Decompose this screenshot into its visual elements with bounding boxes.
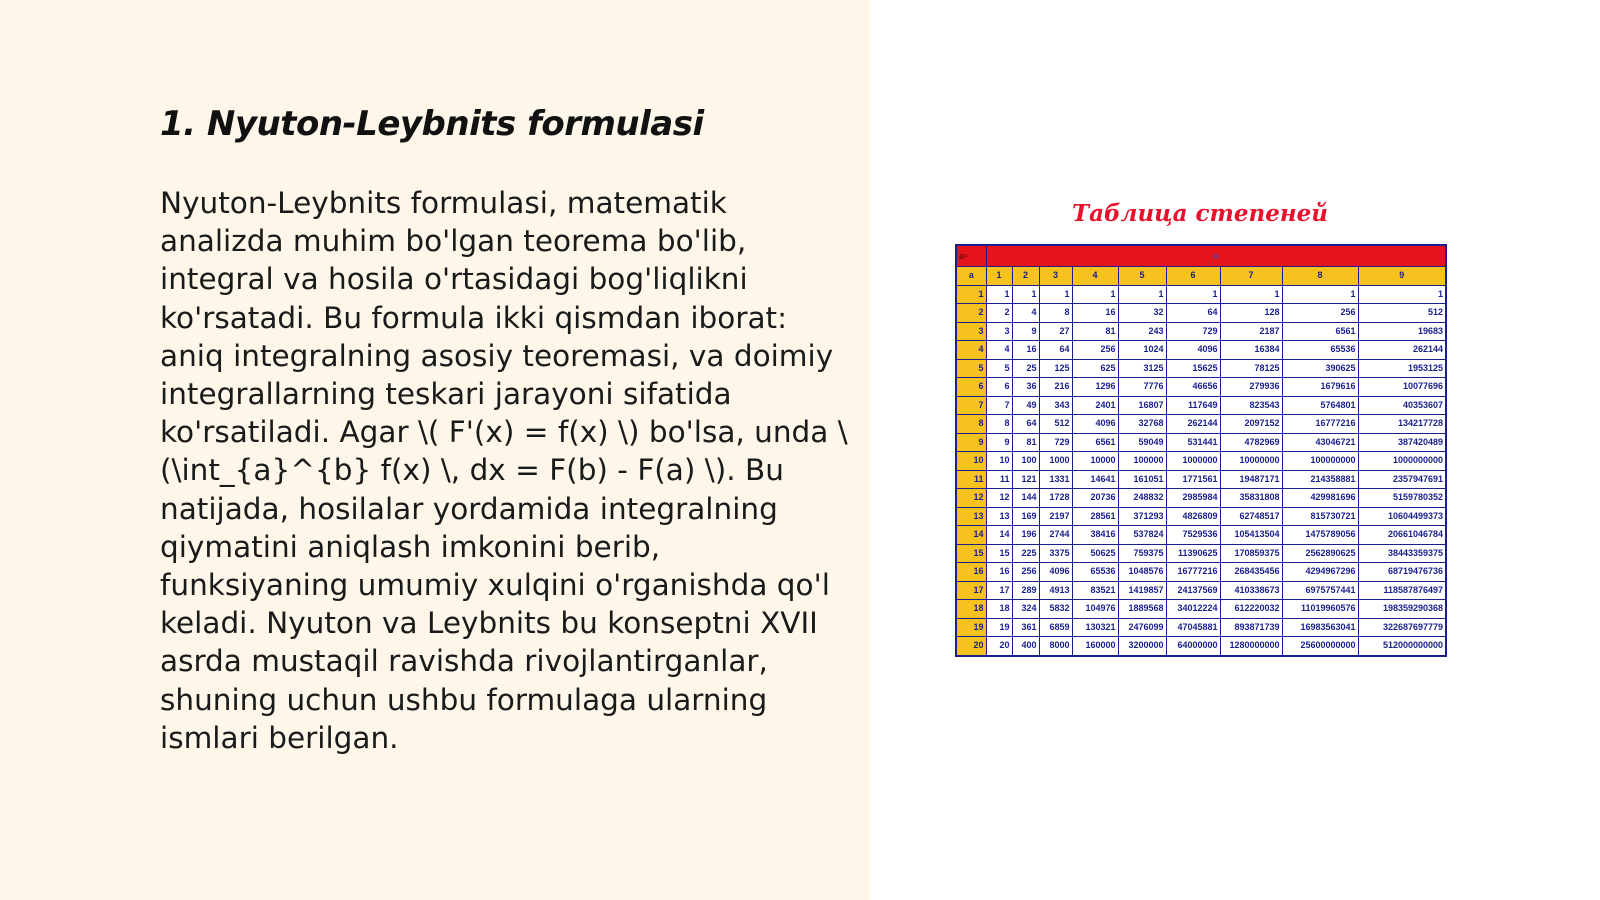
power-value-cell: 64000000: [1166, 637, 1220, 656]
power-value-cell: 1331: [1039, 470, 1072, 489]
power-value-cell: 1280000000: [1220, 637, 1282, 656]
table-row: [956, 526, 1446, 545]
row-base-cell: 18: [956, 600, 986, 619]
power-value-cell: 248832: [1118, 489, 1166, 508]
exponent-header: 9: [1358, 267, 1446, 286]
row-base-cell: 1: [956, 285, 986, 304]
power-value-cell: 268435456: [1220, 563, 1282, 582]
power-value-cell: 512000000000: [1358, 637, 1446, 656]
power-value-cell: 14: [986, 526, 1012, 545]
slide-body-text: Nyuton-Leybnits formulasi, matematik analizda muhim bo'lgan teorema bo'lib, integral va hosila o'rtasidagi bog'liqlikni ko'rsatadi. Bu formula ikki qismdan iborat: aniq integralning asosiy teoremasi, va doimiy integrallarning teskari jarayoni sifatida ko'rsatiladi. Agar \( F'(x) = f(x) \) bo'lsa, unda \(\int_{a}^{b} f(x) \, dx = F(b) - F(a) \). Bu natijada, hosilalar yordamida integralning qiymatini aniqlash imkonini berib, funksiyaning umumiy xulqini o'rganishda qo'l keladi. Nyuton va Leybnits bu konseptni XVII asrda mustaqil ravishda rivojlantirganlar, shuning uchun ushbu formulaga ularning ismlari berilgan.: [160, 186, 848, 755]
power-value-cell: 7: [986, 396, 1012, 415]
power-value-cell: 10604499373: [1358, 507, 1446, 526]
power-value-cell: 262144: [1358, 341, 1446, 360]
power-value-cell: 62748517: [1220, 507, 1282, 526]
table-row: [956, 507, 1446, 526]
power-value-cell: 125: [1039, 359, 1072, 378]
power-value-cell: 64: [1012, 415, 1039, 434]
power-value-cell: 38443359375: [1358, 544, 1446, 563]
power-value-cell: 160000: [1072, 637, 1118, 656]
power-value-cell: 19: [986, 618, 1012, 637]
exponent-header: 1: [986, 267, 1012, 286]
row-base-cell: 3: [956, 322, 986, 341]
power-value-cell: 1: [1358, 285, 1446, 304]
power-value-cell: 2357947691: [1358, 470, 1446, 489]
power-value-cell: 243: [1118, 322, 1166, 341]
power-value-cell: 10000: [1072, 452, 1118, 471]
power-value-cell: 32: [1118, 304, 1166, 323]
table-row: [956, 581, 1446, 600]
power-value-cell: 130321: [1072, 618, 1118, 637]
power-value-cell: 65536: [1072, 563, 1118, 582]
power-value-cell: 170859375: [1220, 544, 1282, 563]
power-value-cell: 371293: [1118, 507, 1166, 526]
power-value-cell: 893871739: [1220, 618, 1282, 637]
power-value-cell: 625: [1072, 359, 1118, 378]
corner-label: aⁿ: [956, 245, 986, 267]
power-value-cell: 35831808: [1220, 489, 1282, 508]
power-value-cell: 2: [986, 304, 1012, 323]
power-value-cell: 2985984: [1166, 489, 1220, 508]
table-row: [956, 600, 1446, 619]
power-value-cell: 4096: [1166, 341, 1220, 360]
power-value-cell: 25: [1012, 359, 1039, 378]
power-value-cell: 400: [1012, 637, 1039, 656]
power-value-cell: 214358881: [1282, 470, 1358, 489]
power-value-cell: 4913: [1039, 581, 1072, 600]
table-row: [956, 415, 1446, 434]
table-row: [956, 470, 1446, 489]
power-value-cell: 28561: [1072, 507, 1118, 526]
power-value-cell: 81: [1072, 322, 1118, 341]
power-value-cell: 169: [1012, 507, 1039, 526]
power-value-cell: 289: [1012, 581, 1039, 600]
power-value-cell: 6561: [1282, 322, 1358, 341]
row-base-cell: 20: [956, 637, 986, 656]
power-value-cell: 1: [1012, 285, 1039, 304]
power-value-cell: 1728: [1039, 489, 1072, 508]
power-value-cell: 11019960576: [1282, 600, 1358, 619]
table-top-header: [956, 245, 1446, 267]
exponent-header: 2: [1012, 267, 1039, 286]
table-body: [956, 285, 1446, 656]
power-value-cell: 100: [1012, 452, 1039, 471]
power-value-cell: 5159780352: [1358, 489, 1446, 508]
power-value-cell: 324: [1012, 600, 1039, 619]
power-value-cell: 1: [1118, 285, 1166, 304]
power-value-cell: 537824: [1118, 526, 1166, 545]
power-value-cell: 20661046784: [1358, 526, 1446, 545]
power-value-cell: 2187: [1220, 322, 1282, 341]
slide-title: 1. Nyuton-Leybnits formulasi: [160, 104, 704, 144]
row-base-cell: 4: [956, 341, 986, 360]
power-value-cell: 105413504: [1220, 526, 1282, 545]
power-value-cell: 14641: [1072, 470, 1118, 489]
power-value-cell: 27: [1039, 322, 1072, 341]
power-value-cell: 2097152: [1220, 415, 1282, 434]
row-base-cell: 14: [956, 526, 986, 545]
power-value-cell: 43046721: [1282, 433, 1358, 452]
table-row: [956, 396, 1446, 415]
power-value-cell: 8000: [1039, 637, 1072, 656]
power-value-cell: 4826809: [1166, 507, 1220, 526]
power-value-cell: 78125: [1220, 359, 1282, 378]
row-base-cell: 8: [956, 415, 986, 434]
power-value-cell: 390625: [1282, 359, 1358, 378]
power-value-cell: 13: [986, 507, 1012, 526]
power-value-cell: 1000000: [1166, 452, 1220, 471]
power-value-cell: 343: [1039, 396, 1072, 415]
table-row: [956, 637, 1446, 656]
power-value-cell: 1: [986, 285, 1012, 304]
power-value-cell: 15: [986, 544, 1012, 563]
power-value-cell: 2744: [1039, 526, 1072, 545]
power-value-cell: 68719476736: [1358, 563, 1446, 582]
table-row: [956, 322, 1446, 341]
power-value-cell: 225: [1012, 544, 1039, 563]
power-value-cell: 64: [1166, 304, 1220, 323]
table-row: [956, 359, 1446, 378]
table-row: [956, 544, 1446, 563]
table-row: [956, 618, 1446, 637]
power-value-cell: 729: [1166, 322, 1220, 341]
power-value-cell: 6561: [1072, 433, 1118, 452]
exponent-span-label: n: [986, 245, 1446, 267]
table-row: [956, 304, 1446, 323]
power-value-cell: 50625: [1072, 544, 1118, 563]
power-value-cell: 531441: [1166, 433, 1220, 452]
power-value-cell: 1: [1039, 285, 1072, 304]
power-value-cell: 128: [1220, 304, 1282, 323]
power-value-cell: 59049: [1118, 433, 1166, 452]
power-value-cell: 1: [1282, 285, 1358, 304]
power-value-cell: 36: [1012, 378, 1039, 397]
power-value-cell: 196: [1012, 526, 1039, 545]
power-value-cell: 612220032: [1220, 600, 1282, 619]
power-value-cell: 100000: [1118, 452, 1166, 471]
power-value-cell: 1048576: [1118, 563, 1166, 582]
power-value-cell: 117649: [1166, 396, 1220, 415]
power-value-cell: 81: [1012, 433, 1039, 452]
table-row: [956, 341, 1446, 360]
power-value-cell: 1: [1166, 285, 1220, 304]
power-value-cell: 256: [1012, 563, 1039, 582]
power-value-cell: 8: [1039, 304, 1072, 323]
power-value-cell: 4294967296: [1282, 563, 1358, 582]
power-value-cell: 20736: [1072, 489, 1118, 508]
power-value-cell: 1: [1220, 285, 1282, 304]
power-value-cell: 8: [986, 415, 1012, 434]
power-value-cell: 198359290368: [1358, 600, 1446, 619]
power-value-cell: 1: [1072, 285, 1118, 304]
power-value-cell: 2476099: [1118, 618, 1166, 637]
power-value-cell: 5832: [1039, 600, 1072, 619]
power-value-cell: 823543: [1220, 396, 1282, 415]
power-value-cell: 387420489: [1358, 433, 1446, 452]
power-value-cell: 4: [986, 341, 1012, 360]
power-value-cell: 16983563041: [1282, 618, 1358, 637]
row-base-cell: 17: [956, 581, 986, 600]
power-value-cell: 4096: [1039, 563, 1072, 582]
power-value-cell: 1475789056: [1282, 526, 1358, 545]
power-value-cell: 815730721: [1282, 507, 1358, 526]
power-value-cell: 3: [986, 322, 1012, 341]
row-base-cell: 12: [956, 489, 986, 508]
exponent-header: 4: [1072, 267, 1118, 286]
row-base-cell: 19: [956, 618, 986, 637]
power-value-cell: 512: [1039, 415, 1072, 434]
power-value-cell: 17: [986, 581, 1012, 600]
power-value-cell: 12: [986, 489, 1012, 508]
power-value-cell: 46656: [1166, 378, 1220, 397]
row-base-cell: 6: [956, 378, 986, 397]
power-value-cell: 216: [1039, 378, 1072, 397]
power-value-cell: 1953125: [1358, 359, 1446, 378]
row-base-cell: 15: [956, 544, 986, 563]
power-value-cell: 6975757441: [1282, 581, 1358, 600]
row-base-cell: 5: [956, 359, 986, 378]
row-base-cell: 7: [956, 396, 986, 415]
power-value-cell: 18: [986, 600, 1012, 619]
power-value-cell: 410338673: [1220, 581, 1282, 600]
power-value-cell: 16: [1012, 341, 1039, 360]
power-value-cell: 47045881: [1166, 618, 1220, 637]
power-value-cell: 5764801: [1282, 396, 1358, 415]
exponent-header: 6: [1166, 267, 1220, 286]
table-row: [956, 433, 1446, 452]
power-value-cell: 7776: [1118, 378, 1166, 397]
exponent-header: 3: [1039, 267, 1072, 286]
table-row: [956, 452, 1446, 471]
power-value-cell: 1296: [1072, 378, 1118, 397]
base-header: a: [956, 267, 986, 286]
power-value-cell: 16: [1072, 304, 1118, 323]
power-value-cell: 16777216: [1166, 563, 1220, 582]
row-base-cell: 9: [956, 433, 986, 452]
power-value-cell: 4782969: [1220, 433, 1282, 452]
power-value-cell: 34012224: [1166, 600, 1220, 619]
power-value-cell: 4: [1012, 304, 1039, 323]
power-value-cell: 64: [1039, 341, 1072, 360]
power-value-cell: 10: [986, 452, 1012, 471]
power-value-cell: 25600000000: [1282, 637, 1358, 656]
row-base-cell: 16: [956, 563, 986, 582]
power-value-cell: 24137569: [1166, 581, 1220, 600]
power-value-cell: 279936: [1220, 378, 1282, 397]
power-value-cell: 2562890625: [1282, 544, 1358, 563]
power-value-cell: 262144: [1166, 415, 1220, 434]
power-value-cell: 1679616: [1282, 378, 1358, 397]
power-value-cell: 1771561: [1166, 470, 1220, 489]
power-value-cell: 1419857: [1118, 581, 1166, 600]
power-value-cell: 104976: [1072, 600, 1118, 619]
power-value-cell: 1889568: [1118, 600, 1166, 619]
power-value-cell: 1024: [1118, 341, 1166, 360]
power-value-cell: 20: [986, 637, 1012, 656]
power-value-cell: 322687697779: [1358, 618, 1446, 637]
power-value-cell: 16807: [1118, 396, 1166, 415]
row-base-cell: 13: [956, 507, 986, 526]
table-row: [956, 285, 1446, 304]
power-value-cell: 1000000000: [1358, 452, 1446, 471]
power-value-cell: 361: [1012, 618, 1039, 637]
power-value-cell: 6859: [1039, 618, 1072, 637]
power-value-cell: 429981696: [1282, 489, 1358, 508]
power-value-cell: 38416: [1072, 526, 1118, 545]
power-value-cell: 5: [986, 359, 1012, 378]
row-base-cell: 11: [956, 470, 986, 489]
power-value-cell: 729: [1039, 433, 1072, 452]
power-value-cell: 759375: [1118, 544, 1166, 563]
power-value-cell: 256: [1072, 341, 1118, 360]
power-value-cell: 3375: [1039, 544, 1072, 563]
power-value-cell: 161051: [1118, 470, 1166, 489]
power-value-cell: 19487171: [1220, 470, 1282, 489]
power-value-cell: 100000000: [1282, 452, 1358, 471]
row-base-cell: 10: [956, 452, 986, 471]
power-value-cell: 3200000: [1118, 637, 1166, 656]
power-value-cell: 15625: [1166, 359, 1220, 378]
power-value-cell: 2197: [1039, 507, 1072, 526]
power-value-cell: 118587876497: [1358, 581, 1446, 600]
power-value-cell: 11: [986, 470, 1012, 489]
power-value-cell: 7529536: [1166, 526, 1220, 545]
power-value-cell: 256: [1282, 304, 1358, 323]
power-value-cell: 83521: [1072, 581, 1118, 600]
power-value-cell: 40353607: [1358, 396, 1446, 415]
exponent-header: 8: [1282, 267, 1358, 286]
power-value-cell: 1000: [1039, 452, 1072, 471]
power-value-cell: 9: [986, 433, 1012, 452]
table-column-headers: [956, 267, 1446, 286]
power-value-cell: 144: [1012, 489, 1039, 508]
table-row: [956, 378, 1446, 397]
power-value-cell: 19683: [1358, 322, 1446, 341]
power-value-cell: 6: [986, 378, 1012, 397]
exponent-header: 5: [1118, 267, 1166, 286]
table-row: [956, 563, 1446, 582]
power-value-cell: 11390625: [1166, 544, 1220, 563]
row-base-cell: 2: [956, 304, 986, 323]
power-value-cell: 65536: [1282, 341, 1358, 360]
table-title: Таблица степеней: [1071, 200, 1329, 227]
powers-table: [955, 244, 1447, 657]
power-value-cell: 134217728: [1358, 415, 1446, 434]
power-value-cell: 121: [1012, 470, 1039, 489]
power-value-cell: 3125: [1118, 359, 1166, 378]
power-value-cell: 10000000: [1220, 452, 1282, 471]
table-row: [956, 489, 1446, 508]
power-value-cell: 2401: [1072, 396, 1118, 415]
power-value-cell: 16384: [1220, 341, 1282, 360]
power-value-cell: 16777216: [1282, 415, 1358, 434]
power-value-cell: 32768: [1118, 415, 1166, 434]
power-value-cell: 49: [1012, 396, 1039, 415]
power-value-cell: 16: [986, 563, 1012, 582]
power-value-cell: 4096: [1072, 415, 1118, 434]
power-value-cell: 9: [1012, 322, 1039, 341]
power-value-cell: 512: [1358, 304, 1446, 323]
power-value-cell: 10077696: [1358, 378, 1446, 397]
exponent-header: 7: [1220, 267, 1282, 286]
